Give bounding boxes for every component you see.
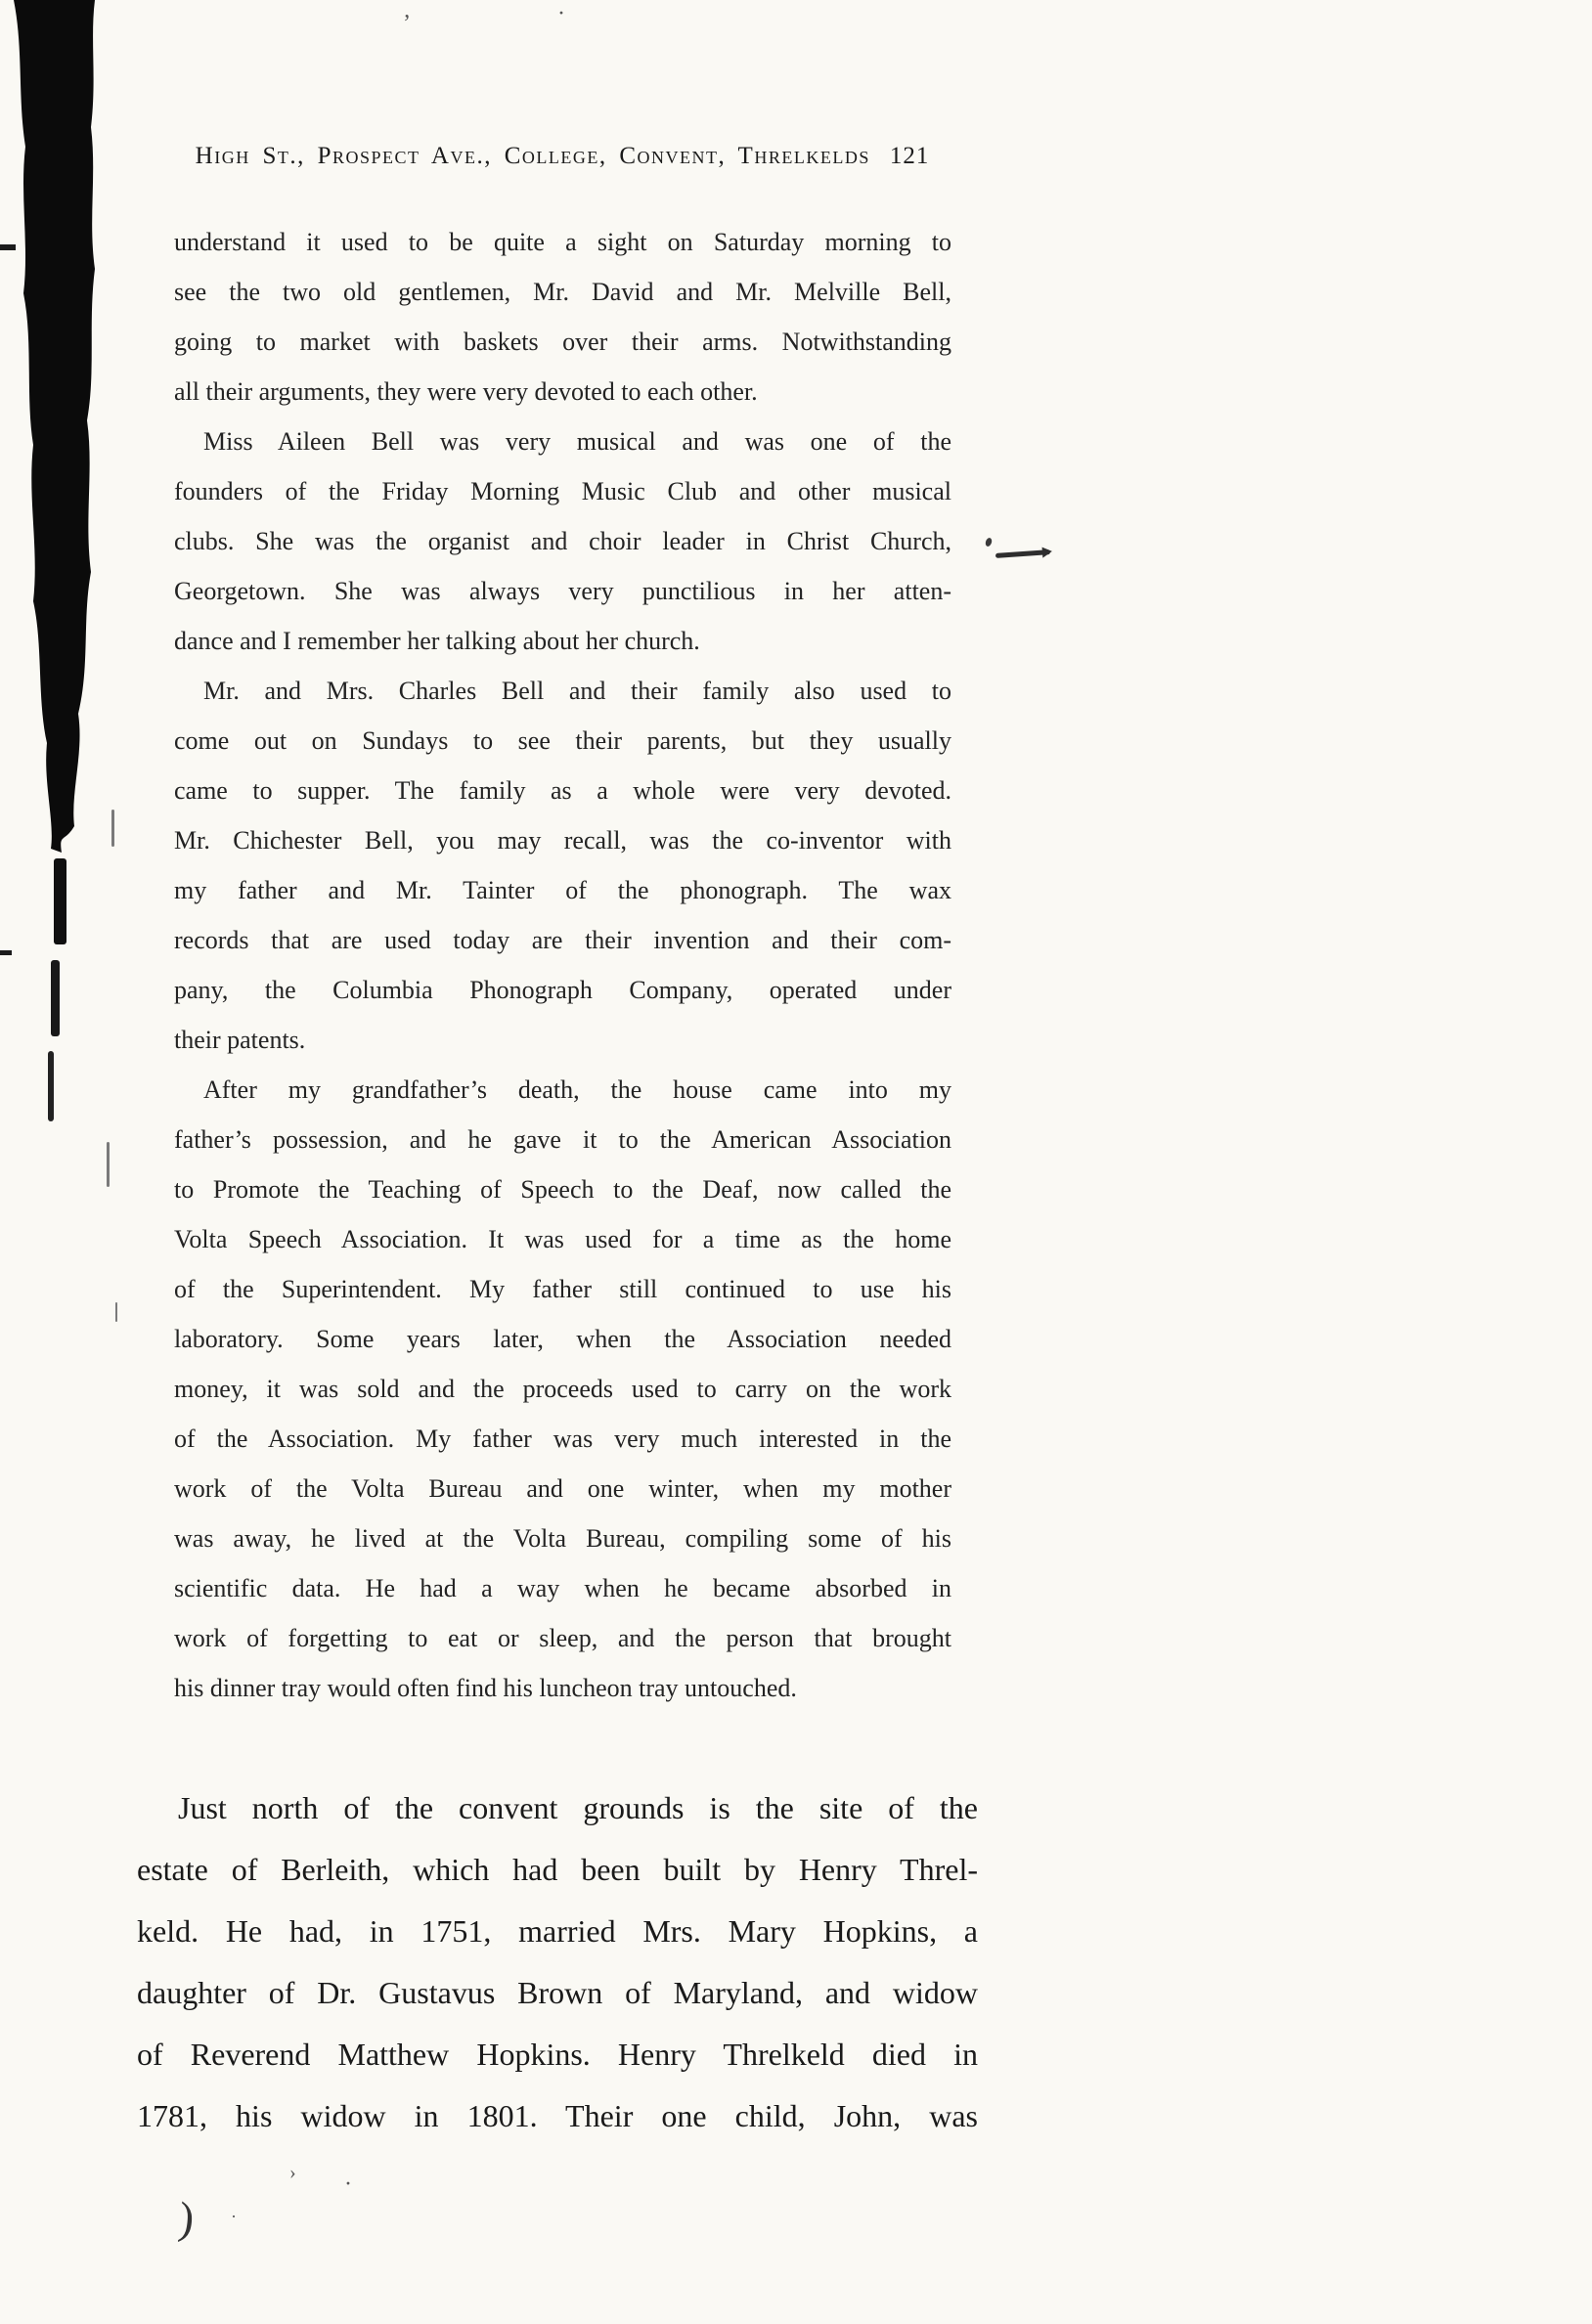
text-line: Miss Aileen Bell was very musical and was one of the <box>203 427 951 456</box>
text-line: father’s possession, and he gave it to the American Association <box>174 1125 951 1154</box>
text-line: work of the Volta Bureau and one winter, when my mother <box>174 1474 951 1503</box>
scan-speck: · <box>231 2207 237 2226</box>
paragraph <box>174 666 951 1065</box>
pen-dash <box>995 549 1050 558</box>
paragraph <box>174 1065 951 1713</box>
text-line: their patents. <box>174 1026 306 1054</box>
margin-pen-mark <box>986 536 1054 565</box>
text-line: founders of the Friday Morning Music Club and other musical <box>174 477 951 505</box>
text-line: to Promote the Teaching of Speech to the Deaf, now called the <box>174 1175 951 1204</box>
text-line: After my grandfather’s death, the house came into my <box>203 1075 951 1104</box>
main-text-block <box>137 1777 978 2147</box>
text-line: Georgetown. She was always very punctilious in her atten- <box>174 577 951 605</box>
paragraph <box>174 417 951 666</box>
page-edge-tick <box>0 244 16 250</box>
text-line: work of forgetting to eat or sleep, and the person that brought <box>174 1624 951 1652</box>
scan-speck: · <box>344 2171 352 2197</box>
scan-paren-mark: ) <box>176 2192 198 2244</box>
text-line: came to supper. The family as a whole were very devoted. <box>174 776 951 805</box>
scan-speck: ’ <box>403 11 411 36</box>
text-line: pany, the Columbia Phonograph Company, operated under <box>174 976 951 1004</box>
scan-speck: · <box>557 1 565 26</box>
paragraph <box>137 1777 978 2147</box>
text-line: of the Superintendent. My father still continued to use his <box>174 1275 951 1303</box>
text-line: estate of Berleith, which had been built by Henry Threl- <box>137 1852 978 1887</box>
text-line: understand it used to be quite a sight on Saturday morning to <box>174 228 951 256</box>
running-header <box>137 137 988 176</box>
text-line: going to market with baskets over their arms. Notwithstanding <box>174 328 951 356</box>
header-title: High St., Prospect Ave., College, Convent, Threlkelds <box>195 143 870 169</box>
text-line: of Reverend Matthew Hopkins. Henry Threlkeld died in <box>137 2037 978 2072</box>
text-line: scientific data. He had a way when he became absorbed in <box>174 1574 951 1602</box>
text-line: all their arguments, they were very devoted to each other. <box>174 377 758 406</box>
text-line: records that are used today are their invention and their com- <box>174 926 951 954</box>
margin-scratch <box>111 810 114 847</box>
text-line: of the Association. My father was very much interested in the <box>174 1425 951 1453</box>
text-column <box>137 137 988 2147</box>
text-line: Just north of the convent grounds is the site of the <box>178 1790 978 1825</box>
text-line: clubs. She was the organist and choir leader in Christ Church, <box>174 527 951 555</box>
margin-scratch <box>107 1142 110 1187</box>
text-line: come out on Sundays to see their parents, but they usually <box>174 726 951 755</box>
scan-speck: › <box>289 2162 296 2183</box>
page-number: 121 <box>889 143 930 169</box>
text-line: Volta Speech Association. It was used for a time as the home <box>174 1225 951 1253</box>
text-line: 1781, his widow in 1801. Their one child, John, was <box>137 2098 978 2133</box>
text-line: Mr. and Mrs. Charles Bell and their family also used to <box>203 677 951 705</box>
text-line: my father and Mr. Tainter of the phonograph. The wax <box>174 876 951 904</box>
text-line: money, it was sold and the proceeds used to carry on the work <box>174 1375 951 1403</box>
page-edge-tick <box>0 950 12 955</box>
text-line: keld. He had, in 1751, married Mrs. Mary Hopkins, a <box>137 1913 978 1949</box>
quoted-extract-block <box>174 217 951 1713</box>
text-line: laboratory. Some years later, when the Association needed <box>174 1325 951 1353</box>
margin-scratch <box>115 1302 117 1322</box>
binding-shadow <box>0 0 127 1222</box>
text-line: see the two old gentlemen, Mr. David and Mr. Melville Bell, <box>174 278 951 306</box>
text-line: his dinner tray would often find his luncheon tray untouched. <box>174 1674 797 1702</box>
text-line: Mr. Chichester Bell, you may recall, was the co-inventor with <box>174 826 951 855</box>
paragraph <box>174 217 951 417</box>
text-line: was away, he lived at the Volta Bureau, compiling some of his <box>174 1524 951 1553</box>
text-line: daughter of Dr. Gustavus Brown of Maryland, and widow <box>137 1975 978 2010</box>
text-line: dance and I remember her talking about her church. <box>174 627 700 655</box>
